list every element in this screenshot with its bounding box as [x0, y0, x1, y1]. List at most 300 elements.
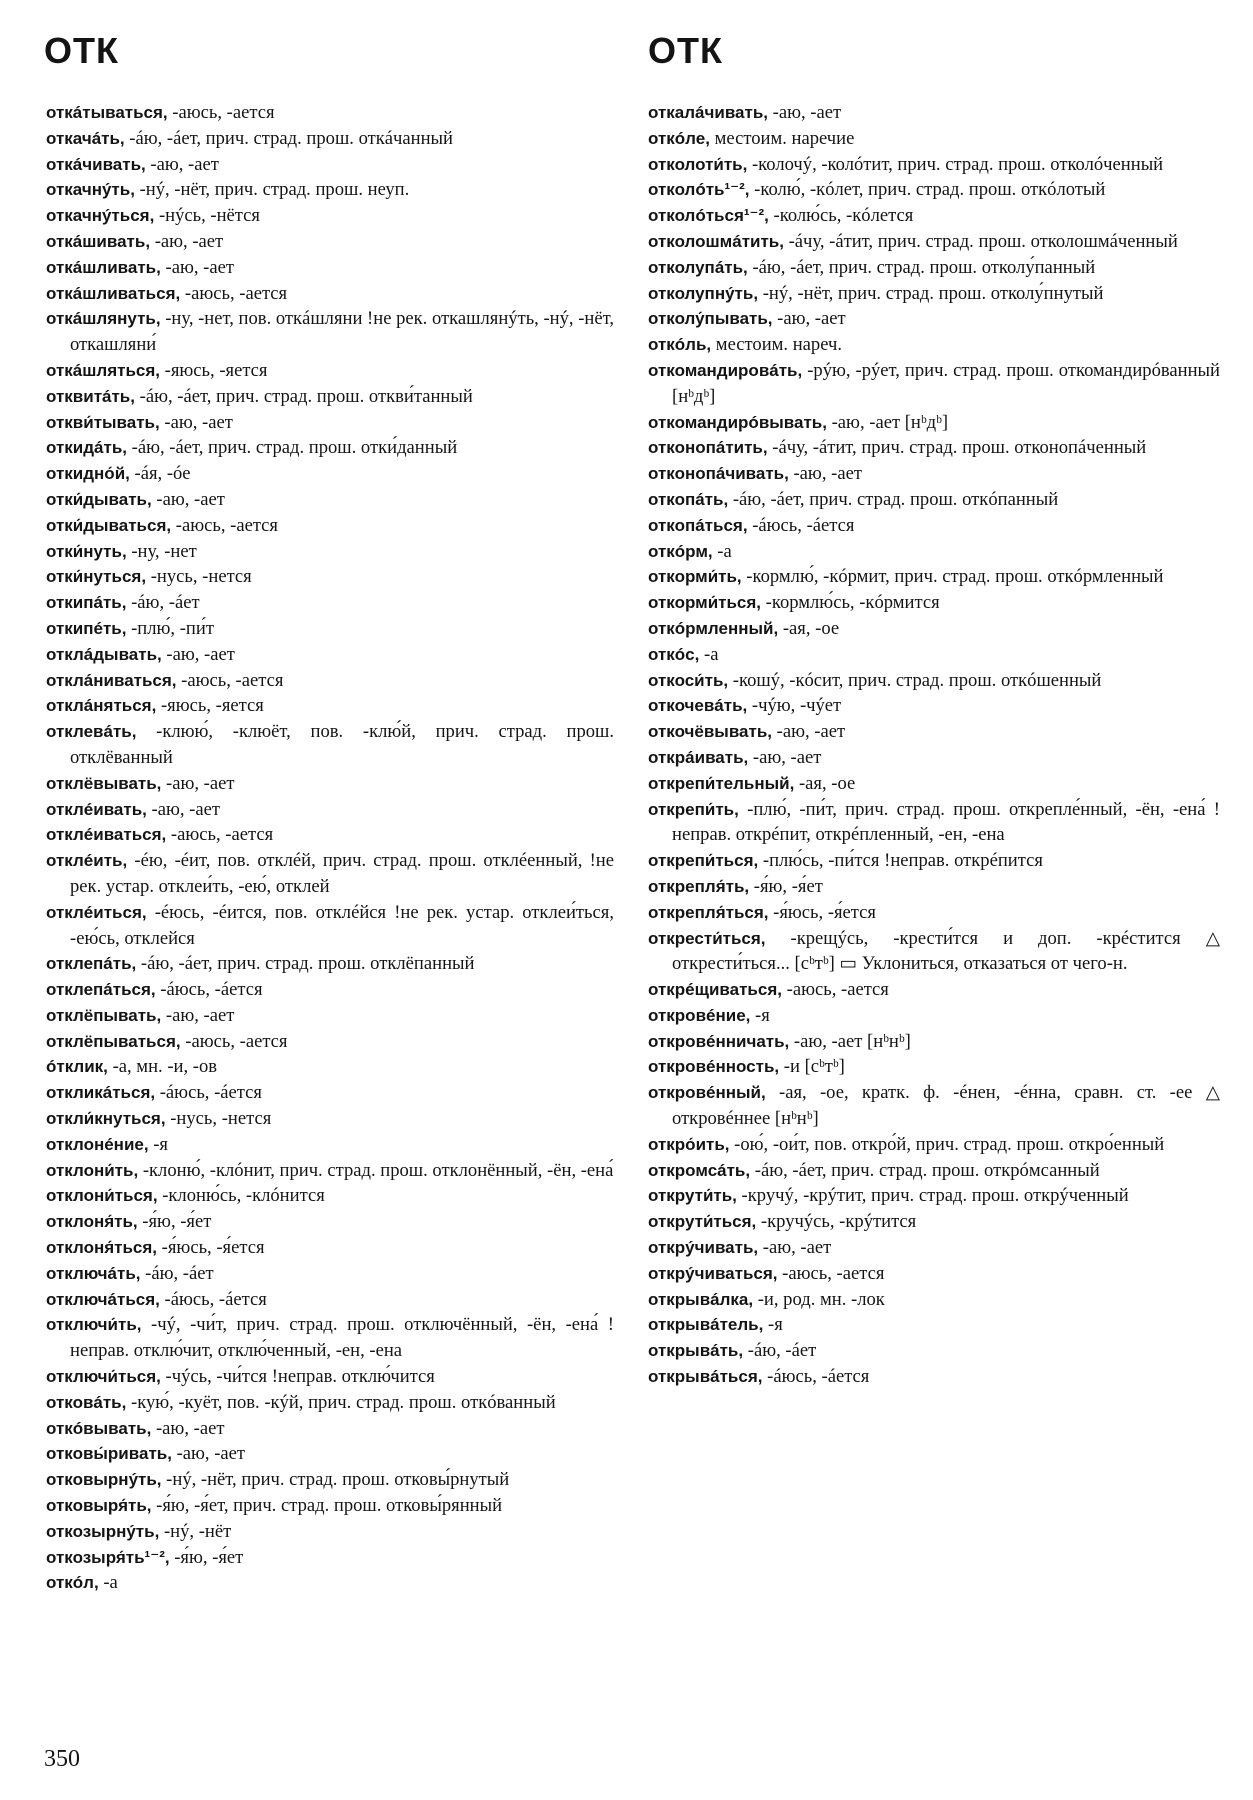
dictionary-entry: [648, 177, 1220, 203]
entry-forms: -колю́, -кóлет, прич. страд. прош. откóлотый: [749, 179, 1106, 201]
entry-forms: -нусь, -нется: [146, 566, 252, 588]
entry-forms: -аю, -ает: [150, 230, 224, 252]
right-column: [648, 100, 1220, 1390]
dictionary-entry: [46, 358, 614, 384]
dictionary-entry: [648, 926, 1220, 978]
dictionary-entry: [46, 951, 614, 977]
entry-forms: -аюсь, -ается: [167, 102, 275, 123]
entry-forms: -нý, -нёт, прич. страд. прош. отковы́рнутый: [161, 1469, 510, 1491]
entry-forms: -аю, -ает: [171, 1443, 246, 1465]
entry-forms: -аюсь, -ается: [176, 669, 284, 691]
entry-headword: отклони́ть,: [46, 1160, 139, 1180]
entry-headword: откопáться,: [648, 515, 748, 535]
dictionary-entry: [648, 797, 1220, 849]
entry-headword: откомандирóвывать,: [648, 412, 827, 432]
entry-headword: откáшлянуть,: [46, 309, 161, 329]
dictionary-entry: [648, 1235, 1220, 1261]
entry-headword: отключи́ться,: [46, 1367, 161, 1387]
entry-headword: откромсáть,: [648, 1160, 751, 1180]
entry-forms: -кормлю́сь, -кóрмится: [761, 592, 940, 614]
entry-headword: отключáться,: [46, 1289, 160, 1309]
entry-forms: -кручý, -крýтит, прич. страд. прош. открýченный: [736, 1185, 1129, 1207]
entry-forms: -чý, -чи́т, прич. страд. прош. отключённый, -ён, -ена́ !неправ. отклю́чит, отклю́ченный, -ен, -ена: [70, 1314, 614, 1362]
entry-headword: открýчиваться,: [648, 1263, 778, 1283]
dictionary-entry: [46, 1183, 614, 1209]
entry-headword: отклонéние,: [46, 1134, 149, 1154]
dictionary-entry: [46, 771, 614, 797]
entry-forms: -аю, -ает: [151, 488, 225, 510]
dictionary-entry: [648, 1287, 1220, 1313]
entry-headword: откачнýться,: [46, 206, 155, 226]
dictionary-entry: [648, 848, 1220, 874]
dictionary-entry: [648, 1029, 1220, 1055]
entry-headword: отковыря́ть,: [46, 1496, 152, 1516]
dictionary-entry: [46, 1312, 614, 1364]
entry-headword: откачнýть,: [46, 180, 135, 200]
entry-headword: отключи́ть,: [46, 1315, 142, 1335]
dictionary-entry: [46, 461, 614, 487]
entry-headword: открути́ться,: [648, 1212, 757, 1232]
dictionary-entry: [648, 1364, 1220, 1390]
entry-headword: отклевáть,: [46, 722, 137, 742]
dictionary-entry: [648, 1261, 1220, 1287]
entry-forms: -плю́, -пи́т: [126, 617, 214, 639]
dictionary-entry: [648, 719, 1220, 745]
entry-forms: -éюсь, -éится, пов. отклéйся !не рек. устар. отклеи́ться, -ею́сь, отклейся: [70, 901, 614, 949]
dictionary-entry: [46, 384, 614, 410]
dictionary-entry: [46, 513, 614, 539]
entry-forms: -чýсь, -чи́тся !неправ. отклю́чится: [160, 1366, 435, 1388]
dictionary-entry: [648, 1003, 1220, 1029]
entry-headword: откомандировáть,: [648, 360, 803, 380]
dictionary-entry: [648, 1338, 1220, 1364]
entry-forms: местоим. наречие: [709, 127, 855, 149]
entry-headword: открепи́тельный,: [648, 773, 795, 793]
dictionary-entry: [46, 848, 614, 900]
entry-headword: откáтываться,: [46, 103, 168, 122]
entry-forms: -нýсь, -нётся: [154, 205, 260, 227]
entry-headword: откидно́й,: [46, 464, 130, 484]
entry-forms: -я́юсь, -я́ется: [157, 1237, 265, 1259]
entry-forms: -аю, -ает: [772, 721, 846, 743]
entry-forms: -я́ю, -я́ет: [169, 1546, 244, 1568]
entry-headword: отконопáтить,: [648, 438, 768, 458]
entry-forms: -ою́, -ои́т, пов. откро́й, прич. страд. прош. откро́енный: [729, 1133, 1165, 1155]
entry-forms: -áю, -áет, прич. страд. прош. откóпанный: [728, 488, 1059, 510]
entry-headword: открести́ться,: [648, 928, 766, 948]
entry-forms: -áю, -áет: [743, 1340, 817, 1362]
dictionary-entry: [648, 564, 1220, 590]
entry-headword: откачáть,: [46, 128, 125, 148]
dictionary-entry: [648, 1158, 1220, 1184]
dictionary-entry: [648, 977, 1220, 1003]
entry-forms: -аю, -ает: [145, 153, 219, 175]
entry-headword: откипáть,: [46, 593, 127, 613]
entry-forms: -áю, -áет, прич. страд. прош. отклёпанный: [136, 953, 475, 975]
entry-forms: -áюсь, -áется: [155, 1082, 262, 1104]
entry-forms: -áя, -óе: [129, 463, 191, 485]
dictionary-entry: [648, 487, 1220, 513]
dictionary-entry: [46, 1209, 614, 1235]
entry-headword: открéщиваться,: [648, 980, 782, 1000]
dictionary-entry: [46, 435, 614, 461]
entry-forms: -аюсь, -ается: [781, 979, 889, 1001]
entry-headword: отколупáть,: [648, 257, 748, 277]
dictionary-entry: [46, 100, 614, 126]
entry-forms: -аюсь, -ается: [180, 282, 288, 304]
entry-forms: -аю, -ает: [159, 411, 233, 433]
dictionary-entry: [46, 539, 614, 565]
entry-headword: отки́дываться,: [46, 515, 172, 535]
dictionary-entry: [648, 513, 1220, 539]
entry-headword: отквитáть,: [46, 386, 135, 406]
entry-headword: откровéние,: [648, 1005, 751, 1025]
entry-forms: -аю, -ает [нᵇнᵇ]: [789, 1030, 911, 1052]
entry-forms: -нý, -нёт: [159, 1520, 232, 1542]
entry-forms: -а: [712, 540, 732, 562]
dictionary-entry: [648, 1054, 1220, 1080]
entry-forms: -éю, -éит, пов. отклéй, прич. страд. прош. отклéенный, !не рек. устар. отклеи́ть, -ею́, отклей: [70, 850, 614, 897]
entry-headword: открывáть,: [648, 1341, 744, 1361]
dictionary-entry: [46, 229, 614, 255]
entry-headword: отковырнýть,: [46, 1470, 162, 1490]
entry-forms: -ая, -ое: [778, 617, 840, 639]
dictionary-entry: [46, 1467, 614, 1493]
dictionary-entry: [46, 487, 614, 513]
dictionary-entry: [46, 1054, 614, 1080]
dictionary-entry: [648, 126, 1220, 152]
entry-forms: -áюсь, -áется: [159, 1288, 267, 1310]
entry-forms: -и [сᵇтᵇ]: [779, 1056, 845, 1078]
entry-forms: -кую́, -куёт, пов. -кýй, прич. страд. прош. откóванный: [126, 1391, 556, 1413]
entry-forms: -кошý, -кóсит, прич. страд. прош. откóшенный: [728, 669, 1102, 691]
entry-headword: отколóть¹⁻²,: [648, 180, 750, 200]
entry-headword: откóрмленный,: [648, 618, 779, 638]
entry-forms: -áю, -áет, прич. страд. прош. открóмсанный: [750, 1159, 1100, 1181]
entry-headword: óтклик,: [46, 1057, 108, 1077]
dictionary-entry: [648, 616, 1220, 642]
dictionary-entry: [46, 1158, 614, 1184]
entry-headword: отклáдывать,: [46, 644, 162, 664]
entry-forms: -áюсь, -áется: [155, 979, 263, 1001]
dictionary-entry: [46, 410, 614, 436]
entry-forms: -а, мн. -и, -ов: [107, 1056, 218, 1078]
entry-headword: отклéиться,: [46, 902, 147, 922]
entry-forms: -áю, -áет: [140, 1262, 214, 1284]
entry-headword: откóвывать,: [46, 1418, 152, 1438]
entry-forms: -плю́сь, -пи́тся !неправ. открéпится: [758, 850, 1043, 872]
dictionary-entry: [46, 1235, 614, 1261]
entry-headword: откóс,: [648, 644, 700, 664]
dictionary-entry: [46, 977, 614, 1003]
entry-forms: -аю, -ает: [161, 643, 235, 665]
entry-headword: отклоня́ться,: [46, 1238, 158, 1258]
entry-headword: отколоти́ть,: [648, 154, 748, 174]
entry-forms: -кормлю́, -кóрмит, прич. страд. прош. откóрмленный: [741, 566, 1164, 588]
entry-forms: -ну, -нет, пов. откáшляни !не рек. откашлянýть, -нý, -нёт, откашляни́: [70, 308, 614, 356]
entry-forms: -чýю, -чýет: [747, 695, 842, 717]
entry-forms: -áюсь, -áется: [762, 1366, 870, 1388]
dictionary-entry: [648, 874, 1220, 900]
dictionary-entry: [648, 255, 1220, 281]
entry-headword: отклёпывать,: [46, 1005, 162, 1025]
dictionary-entry: [46, 590, 614, 616]
entry-headword: откáшляться,: [46, 360, 161, 380]
entry-forms: -áюсь, -áется: [747, 514, 855, 536]
entry-forms: -плю́, -пи́т, прич. страд. прош. открепле́нный, -ён, -ена́ !неправ. открéпит, открéпленный, -ен, -ена: [672, 798, 1220, 846]
entry-forms: -яюсь, -яется: [156, 695, 264, 717]
entry-forms: -нý, -нёт, прич. страд. прош. отколу́пнутый: [758, 282, 1104, 304]
dictionary-entry: [46, 1287, 614, 1313]
entry-forms: -я́юсь, -я́ется: [768, 901, 876, 923]
dictionary-entry: [648, 332, 1220, 358]
entry-forms: -кручýсь, -крýтится: [756, 1211, 917, 1233]
entry-forms: местоим. нареч.: [711, 334, 843, 356]
entry-headword: откáшливаться,: [46, 283, 181, 303]
entry-headword: открывáться,: [648, 1367, 763, 1387]
dictionary-entry: [46, 1080, 614, 1106]
dictionary-entry: [648, 203, 1220, 229]
entry-forms: -клюю́, -клюёт, пов. -клю́й, прич. страд. прош. отклёванный: [70, 721, 614, 768]
dictionary-entry: [648, 229, 1220, 255]
entry-forms: -аю, -ает: [788, 463, 862, 485]
entry-forms: -аю, -ает [нᵇдᵇ]: [826, 411, 949, 433]
dictionary-entry: [46, 1029, 614, 1055]
entry-headword: откровéнничать,: [648, 1031, 790, 1051]
entry-headword: открывáтель,: [648, 1315, 764, 1335]
entry-forms: -колю́сь, -кóлется: [768, 205, 914, 227]
entry-forms: -аю, -ает: [146, 798, 220, 820]
entry-forms: -áю, -áет: [126, 592, 200, 614]
dictionary-entry: [648, 771, 1220, 797]
entry-forms: -аю, -ает: [160, 256, 234, 278]
entry-headword: отконопáчивать,: [648, 464, 789, 484]
running-head-left: ОТК: [44, 30, 119, 71]
entry-forms: -колочý, -колóтит, прич. страд. прош. отколóченный: [747, 153, 1164, 175]
entry-headword: откопáть,: [648, 489, 729, 509]
dictionary-entry: [46, 177, 614, 203]
dictionary-entry: [46, 1003, 614, 1029]
entry-forms: -аю, -ает: [772, 308, 846, 330]
entry-headword: отклáниваться,: [46, 670, 177, 690]
dictionary-entry: [46, 203, 614, 229]
entry-forms: -аю, -ает: [161, 1004, 235, 1026]
entry-headword: откóл,: [46, 1573, 99, 1593]
entry-forms: -яюсь, -яется: [160, 359, 268, 381]
dictionary-entry: [46, 152, 614, 178]
entry-headword: отклéиваться,: [46, 825, 167, 845]
entry-headword: отки́нуть,: [46, 541, 127, 561]
entry-headword: открýчивать,: [648, 1238, 759, 1258]
entry-forms: -аюсь, -ается: [180, 1030, 288, 1052]
entry-forms: -я́ю, -я́ет: [137, 1211, 212, 1233]
dictionary-entry: [46, 1132, 614, 1158]
entry-headword: отключáть,: [46, 1263, 141, 1283]
dictionary-entry: [46, 564, 614, 590]
entry-headword: отколупнýть,: [648, 283, 759, 303]
entry-headword: откóрм,: [648, 541, 713, 561]
entry-forms: -аю, -ает: [768, 102, 842, 123]
dictionary-entry: [46, 719, 614, 771]
entry-headword: открути́ть,: [648, 1186, 737, 1206]
entry-headword: отклепáться,: [46, 980, 156, 1000]
dictionary-entry: [648, 745, 1220, 771]
entry-headword: откровéнный,: [648, 1083, 766, 1103]
entry-headword: откли́кнуться,: [46, 1109, 166, 1129]
dictionary-entry: [648, 668, 1220, 694]
entry-headword: откидáть,: [46, 438, 127, 458]
entry-headword: откалáчивать,: [648, 103, 769, 122]
entry-headword: откочевáть,: [648, 696, 748, 716]
dictionary-entry: [648, 435, 1220, 461]
entry-headword: открепля́ть,: [648, 876, 750, 896]
entry-forms: -аюсь, -ается: [777, 1262, 885, 1284]
dictionary-entry: [46, 1106, 614, 1132]
entry-forms: -áчу, -áтит, прич. страд. прош. отколошмáченный: [783, 230, 1178, 252]
dictionary-entry: [648, 1209, 1220, 1235]
entry-headword: откоси́ть,: [648, 670, 729, 690]
dictionary-entry: [648, 281, 1220, 307]
entry-forms: -я: [750, 1004, 770, 1026]
entry-headword: открáивать,: [648, 747, 749, 767]
entry-forms: -нусь, -нется: [165, 1108, 272, 1130]
entry-headword: откорми́ться,: [648, 593, 762, 613]
left-column: [46, 100, 614, 1596]
dictionary-entry: [648, 358, 1220, 410]
dictionary-entry: [648, 152, 1220, 178]
dictionary-entry: [46, 616, 614, 642]
entry-forms: -я́ю, -я́ет, прич. страд. прош. отковы́рянный: [151, 1495, 503, 1517]
entry-forms: -аю, -ает: [151, 1417, 225, 1439]
dictionary-entry: [648, 693, 1220, 719]
entry-headword: отклони́ться,: [46, 1186, 158, 1206]
dictionary-entry: [46, 797, 614, 823]
entry-headword: отклоня́ть,: [46, 1212, 138, 1232]
entry-headword: откликáться,: [46, 1083, 156, 1103]
entry-headword: открепи́ться,: [648, 851, 759, 871]
entry-forms: -клоню́сь, -клóнится: [157, 1185, 325, 1207]
entry-forms: -áю, -áет, прич. страд. прош. отколу́панный: [747, 256, 1096, 278]
dictionary-entry: [46, 255, 614, 281]
entry-headword: откочёвывать,: [648, 722, 773, 742]
entry-forms: -áю, -áет, прич. страд. прош. откви́танный: [134, 385, 473, 407]
entry-headword: отколóться¹⁻²,: [648, 206, 769, 226]
dictionary-entry: [46, 693, 614, 719]
entry-forms: -нý, -нёт, прич. страд. прош. неуп.: [134, 179, 410, 201]
entry-forms: -áчу, -áтит, прич. страд. прош. отконопáченный: [767, 437, 1147, 459]
entry-headword: откóль,: [648, 335, 712, 355]
entry-headword: отклёвывать,: [46, 773, 162, 793]
dictionary-entry: [648, 100, 1220, 126]
entry-forms: -ну, -нет: [126, 540, 197, 562]
entry-forms: -ая, -ое: [794, 772, 856, 794]
dictionary-entry: [46, 642, 614, 668]
dictionary-entry: [46, 1416, 614, 1442]
entry-forms: -ая, -ое, кратк. ф. -éнен, -éнна, сравн. ст. -ее △ откровéннее [нᵇнᵇ]: [672, 1082, 1220, 1130]
entry-headword: откáчивать,: [46, 154, 146, 174]
entry-headword: откро́ить,: [648, 1134, 730, 1154]
entry-headword: откáшливать,: [46, 257, 161, 277]
dictionary-entry: [46, 126, 614, 152]
dictionary-entry: [46, 1261, 614, 1287]
entry-headword: отки́дывать,: [46, 489, 152, 509]
entry-forms: -я́ю, -я́ет: [749, 875, 823, 897]
entry-headword: откозыря́ть¹⁻²,: [46, 1547, 170, 1567]
dictionary-entry: [46, 822, 614, 848]
entry-forms: -я: [763, 1314, 783, 1336]
running-head-right: ОТК: [648, 30, 723, 71]
dictionary-entry: [648, 1132, 1220, 1158]
page-number: 350: [44, 1746, 80, 1772]
entry-headword: отклáняться,: [46, 696, 157, 716]
dictionary-entry: [46, 1441, 614, 1467]
dictionary-entry: [648, 410, 1220, 436]
entry-headword: отколу́пывать,: [648, 309, 773, 329]
dictionary-entry: [46, 281, 614, 307]
dictionary-entry: [648, 900, 1220, 926]
entry-headword: откровéнность,: [648, 1057, 780, 1077]
entry-headword: отклёпываться,: [46, 1031, 181, 1051]
entry-forms: -áю, -áет, прич. страд. прош. откáчанный: [124, 127, 453, 149]
dictionary-entry: [648, 461, 1220, 487]
entry-forms: -и, род. мн. -лок: [753, 1288, 885, 1310]
entry-forms: -клоню́, -клóнит, прич. страд. прош. отклонённый, -ён, -ена́: [138, 1159, 614, 1181]
entry-headword: откозырнýть,: [46, 1521, 160, 1541]
entry-headword: отколошмáтить,: [648, 231, 784, 251]
entry-forms: -рýю, -рýет, прич. страд. прош. откомандирóванный [нᵇдᵇ]: [672, 359, 1220, 407]
entry-headword: откипéть,: [46, 618, 127, 638]
entry-forms: -аю, -ает: [758, 1237, 832, 1259]
entry-forms: -крещýсь, -крести́тся и доп. -крéстится △ открести́ться... [сᵇтᵇ] ▭ Уклониться, отказаться от чего-н.: [672, 927, 1220, 975]
entry-forms: -аюсь, -ается: [166, 824, 274, 846]
dictionary-entry: [46, 1519, 614, 1545]
entry-headword: открывáлка,: [648, 1289, 754, 1309]
entry-forms: -áю, -áет, прич. страд. прош. отки́данный: [127, 437, 458, 459]
dictionary-entry: [648, 642, 1220, 668]
entry-forms: -а: [98, 1572, 118, 1594]
entry-forms: -аюсь, -ается: [171, 514, 278, 536]
entry-headword: отклéивать,: [46, 799, 147, 819]
dictionary-entry: [46, 1493, 614, 1519]
entry-forms: -аю, -ает: [161, 772, 235, 794]
dictionary-entry: [46, 900, 614, 952]
entry-headword: открепля́ться,: [648, 902, 769, 922]
entry-headword: отклепáть,: [46, 954, 137, 974]
entry-forms: -я: [148, 1133, 168, 1155]
dictionary-entry: [46, 1364, 614, 1390]
entry-headword: отковы́ривать,: [46, 1444, 172, 1464]
dictionary-entry: [648, 1312, 1220, 1338]
entry-headword: отклéить,: [46, 851, 128, 871]
dictionary-entry: [648, 1080, 1220, 1132]
dictionary-entry: [46, 1545, 614, 1571]
entry-headword: откви́тывать,: [46, 412, 160, 432]
entry-forms: -аю, -ает: [748, 746, 822, 768]
entry-headword: отковáть,: [46, 1392, 127, 1412]
entry-headword: откáшивать,: [46, 231, 151, 251]
entry-headword: отки́нуться,: [46, 567, 147, 587]
dictionary-entry: [46, 306, 614, 358]
entry-headword: откорми́ть,: [648, 567, 742, 587]
entry-headword: откóле,: [648, 128, 710, 148]
dictionary-entry: [46, 668, 614, 694]
dictionary-entry: [648, 306, 1220, 332]
dictionary-entry: [46, 1570, 614, 1596]
dictionary-entry: [648, 590, 1220, 616]
dictionary-entry: [648, 1183, 1220, 1209]
dictionary-entry: [648, 539, 1220, 565]
entry-forms: -а: [699, 643, 719, 665]
